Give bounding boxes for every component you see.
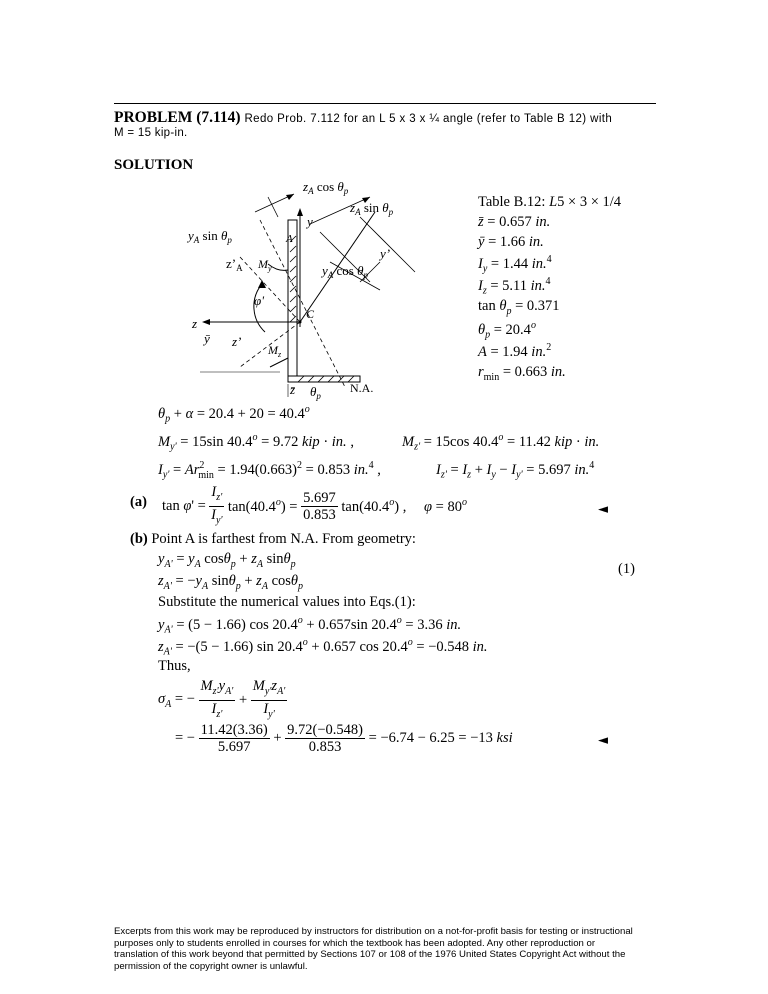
table-zbar: z̄ = 0.657 in. (478, 214, 551, 230)
eq-tan-phi: tan φ' = $\frac{I_{z'}}{I_{y'}}$ $\tan(40.4^o)$ = $\frac{5.697}{0.853}$ tan(40.4$^o$) , $\varphi = 80^o$ (162, 484, 467, 529)
eq-iyp: $I_{y'} = Ar^2_{min} = 1.94(0.663)^2 = 0.853$ in.$^4$ , (158, 460, 381, 481)
label-z-bar: z̄ (290, 382, 296, 397)
solution-heading: SOLUTION (114, 157, 194, 173)
problem-label: PROBLEM (7.114) (114, 109, 241, 126)
problem-description: Redo Prob. 7.112 for an L 5 x 3 x ¼ angle (refer to Table B 12) with (244, 113, 613, 125)
table-rmin: $r_{min} = 0.663$ in. (478, 364, 566, 383)
label-theta-p: $\theta_p$ (310, 384, 321, 401)
label-za-cos: $z_A$ $\cos \theta_p$ (303, 179, 349, 196)
label-c: C (306, 307, 315, 321)
calc-den2: 0.853 (308, 739, 342, 755)
table-tan: $\tan \theta_p = 0.371$ (478, 298, 560, 317)
table-ybar: ȳ = 1.66 in. (478, 234, 544, 250)
label-y-bar: ȳ (204, 331, 210, 346)
frac-mz-iz: $\frac{M_{z'}y_{A'}}{I_{z'}}$ (200, 678, 234, 720)
label-na: N.A. (350, 381, 374, 395)
part-b-label: (b) (130, 531, 148, 547)
eq-za-formula: $z_{A'} = -y_A$ $\sin\theta_p + z_A$ cosθ$_p$ (158, 573, 304, 592)
answer-marker-b-icon: ◄ (598, 733, 608, 748)
eq-part-b (130, 531, 416, 548)
eq-ya-value: $y_{A'} = (5 - 1.66)$ $\cos 20.4^o + 0.657\sin$ $20.4^o = 3.36$ in. (158, 615, 462, 636)
problem-description-line2: M = 15 kip-in. (114, 127, 188, 139)
calc-den1: 5.697 (217, 739, 251, 755)
label-z-prime-a: $z’_A$ (226, 256, 243, 273)
label-a: A (286, 233, 293, 245)
table-iy: $I_y = 1.44$ in.$^4$ (478, 254, 552, 275)
angle-section-figure (170, 172, 480, 402)
frac-my-iy: $\frac{M_{y'}z_{A'}}{I_{y'}}$ (252, 678, 286, 720)
answer-marker-a-icon: ◄ (598, 502, 608, 517)
table-title: Table B.12: L5 × 3 × 1/4 (478, 194, 622, 210)
label-ya-sin: $y_A$ $\sin \theta_p$ (188, 228, 232, 245)
calc-num1: 11.42(3.36) (200, 722, 268, 738)
part-b-text: Point A is farthest from N.A. From geometry: (151, 531, 416, 547)
table-iz: $I_z = 5.11$ in.$^4$ (478, 276, 551, 297)
frac-calc1 (199, 722, 270, 755)
eq-my: $M_{y'} = 15\sin$ $40.4^o = 9.72$ kip · in. , (158, 432, 354, 453)
label-y-prime: y’ (380, 246, 391, 261)
frac-iz-iy: $\frac{I_{z'}}{I_{y'}}$ (211, 484, 223, 526)
eq-number: (1) (618, 561, 635, 577)
table-area: A = 1.94 in.$^2$ (478, 342, 552, 360)
eq-thus: Thus, (158, 658, 191, 674)
copyright-footer: Excerpts from this work may be reproduced by instructors for distribution on a not-for-profit basis for testing or instructional purposes only to students enrolled in courses for which the textbook has been adopted. Any other reproduction or translation of this work beyond that permitted by Sections 107 or 108 of the 1976 United States Copyright Act without the permission of the copyright owner is unlawful. (114, 926, 633, 972)
problem-title (114, 109, 612, 127)
eq-za-value: $z_{A'} = -(5 - 1.66)$ $\sin 20.4^o + 0.657$ $\cos 20.4^o = -0.548$ in. (158, 637, 488, 658)
label-phi-prime: φ' (254, 293, 264, 308)
label-ya-cos: $y_A$ $\cos \theta_p$ (322, 263, 369, 280)
table-theta: $\theta_p = 20.4^o$ (478, 320, 536, 341)
eq-substitute: Substitute the numerical values into Eqs.(1): (158, 594, 416, 610)
eq-sigma-calc: = − $\frac{11.42(3.36)}{5.697}$ + $\frac{9.72(-0.548)}{0.853}$ = −6.74 − 6.25 = −13 ksi (175, 722, 513, 755)
eq-sigma: $\sigma_A$ = − $\frac{M_{z'}y_{A'}}{I_{z'}}$ + $\frac{M_{y'}z_{A'}}{I_{y'}}$ (158, 678, 287, 723)
label-y: y (307, 214, 313, 229)
label-z: z (192, 316, 198, 331)
eq-izp: $I_{z'} = I_z + I_y - I_{y'} = 5.697$ in.$^4$ (436, 460, 595, 481)
header-rule (114, 103, 656, 104)
eq-angle-sum: $\theta_p + \alpha = 20.4 + 20 = 40.4^o$ (158, 404, 310, 425)
part-a-label: (a) (130, 494, 147, 510)
frac-calc2 (285, 722, 365, 755)
label-my: $M_y$ (258, 257, 272, 273)
frac-5697-0853: $\frac{5.697}{0.853}$ (303, 489, 336, 523)
eq-ya-formula: $y_{A'} = y_A$ $\cos\theta_p + z_A$ sinθ$_p$ (158, 551, 296, 570)
eq-mz: $M_{z'} = 15\cos$ $40.4^o = 11.42$ kip · in. (402, 432, 600, 453)
label-z-prime: z’ (232, 334, 242, 349)
label-mz: $M_z$ (268, 343, 282, 359)
calc-num2: 9.72(−0.548) (287, 722, 364, 738)
label-za-sin: $z_A$ $\sin \theta_p$ (350, 200, 394, 217)
